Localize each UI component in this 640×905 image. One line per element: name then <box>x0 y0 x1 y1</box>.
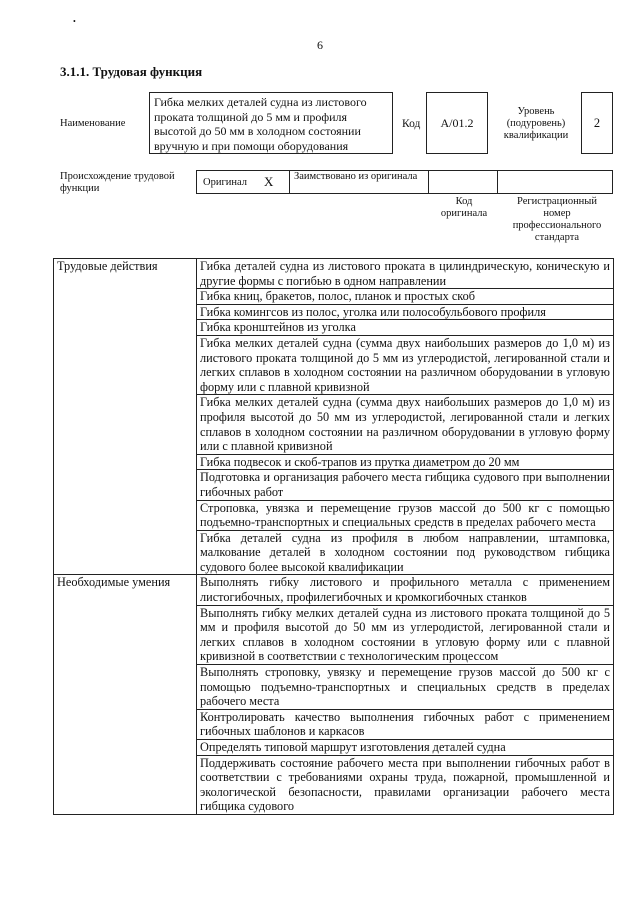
table-item: Гибка книц, бракетов, полос, планок и простых скоб <box>197 289 614 305</box>
table-item: Гибка деталей судна из профиля в любом направлении, штамповка, малкование деталей в холодном состоянии под руководством гибщика судового более высокой квалификации <box>197 530 614 575</box>
table-item: Определять типовой маршрут изготовления деталей судна <box>197 740 614 756</box>
table-item: Поддерживать состояние рабочего места при выполнении гибочных работ в соответствии с требованиями охраны труда, пожарной, промышленной и экологической безопасности, правилами организации рабочего места гибщика судового <box>197 755 614 814</box>
original-label: Оригинал <box>203 177 247 188</box>
reg-number-caption: Регистрационный номер профессионального стандарта <box>512 196 602 243</box>
table-item: Выполнять строповку, увязку и перемещение грузов массой до 500 кг с помощью подъемно-транспортных и специальных средств в пределах рабочего места <box>197 665 614 710</box>
table-item: Гибка кронштейнов из уголка <box>197 320 614 336</box>
section-heading: 3.1.1. Трудовая функция <box>60 64 203 79</box>
borrowed-cell <box>289 170 429 194</box>
table-item: Гибка деталей судна из листового проката в цилиндрическую, коническую и другие формы с погибью в одном направлении <box>197 259 614 289</box>
table-item: Гибка мелких деталей судна (сумма двух наибольших размеров до 1,0 м) из листового проката толщиной до 5 мм из углеродистой, легированной стали и легких сплавов в холодном состоянии на различном оборудовании в угловую форму или с плавной кривизной <box>197 335 614 394</box>
table-item: Выполнять гибку мелких деталей судна из листового проката толщиной до 5 мм и профиля высотой до 50 мм из углеродистой, легированной стали и легких сплавов в холодном состоянии в угловую форму или с плавной кривизной в соответствии с технологическим процессом <box>197 605 614 664</box>
scan-speck: • <box>73 17 76 26</box>
table-item: Подготовка и организация рабочего места гибщика судового при выполнении гибочных работ <box>197 470 614 500</box>
code-label: Код <box>402 118 421 130</box>
table-row <box>54 575 614 605</box>
table-item: Гибка мелких деталей судна (сумма двух наибольших размеров до 1,0 м) из профиля высотой до 50 мм из углеродистой, легированной стали и легких сплавов в холодном состоянии на различном оборудовании в угловую форму или с плавной кривизной <box>197 395 614 454</box>
original-cell <box>196 170 290 194</box>
original-mark: X <box>264 174 274 189</box>
code-original-cell <box>428 170 498 194</box>
qualification-level-box: 2 <box>581 92 613 154</box>
level-label: Уровень (подуровень) квалификации <box>503 106 569 141</box>
table-item: Выполнять гибку листового и профильного металла с применением листогибочных, профилегибочных и кромкогибочных станков <box>197 575 614 605</box>
table-item: Гибка комингсов из полос, уголка или полособульбового профиля <box>197 304 614 320</box>
origin-label: Происхождение трудовой функции <box>60 171 175 194</box>
function-code-box: A/01.2 <box>426 92 488 154</box>
table-row <box>54 259 614 289</box>
table-item: Гибка подвесок и скоб-трапов из прутка диаметром до 20 мм <box>197 454 614 470</box>
name-label: Наименование <box>60 118 126 129</box>
labor-function-table <box>53 258 614 815</box>
table-item: Строповка, увязка и перемещение грузов массой до 500 кг с помощью подъемно-транспортных и специальных средств в пределах рабочего места <box>197 500 614 530</box>
page-number: 6 <box>317 38 323 52</box>
function-name-box: Гибка мелких деталей судна из листового проката толщиной до 5 мм и профиля высотой до 50 мм в холодном состоянии вручную и при помощи оборудования <box>149 92 393 154</box>
section-title: Трудовые действия <box>54 259 197 575</box>
section-title: Необходимые умения <box>54 575 197 815</box>
origin-row <box>196 170 613 194</box>
borrowed-label: Заимствовано из оригинала <box>294 171 418 182</box>
table-item: Контролировать качество выполнения гибочных работ с применением гибочных шаблонов и каркасов <box>197 709 614 739</box>
reg-number-cell <box>497 170 613 194</box>
code-original-caption: Код оригинала <box>440 196 488 219</box>
